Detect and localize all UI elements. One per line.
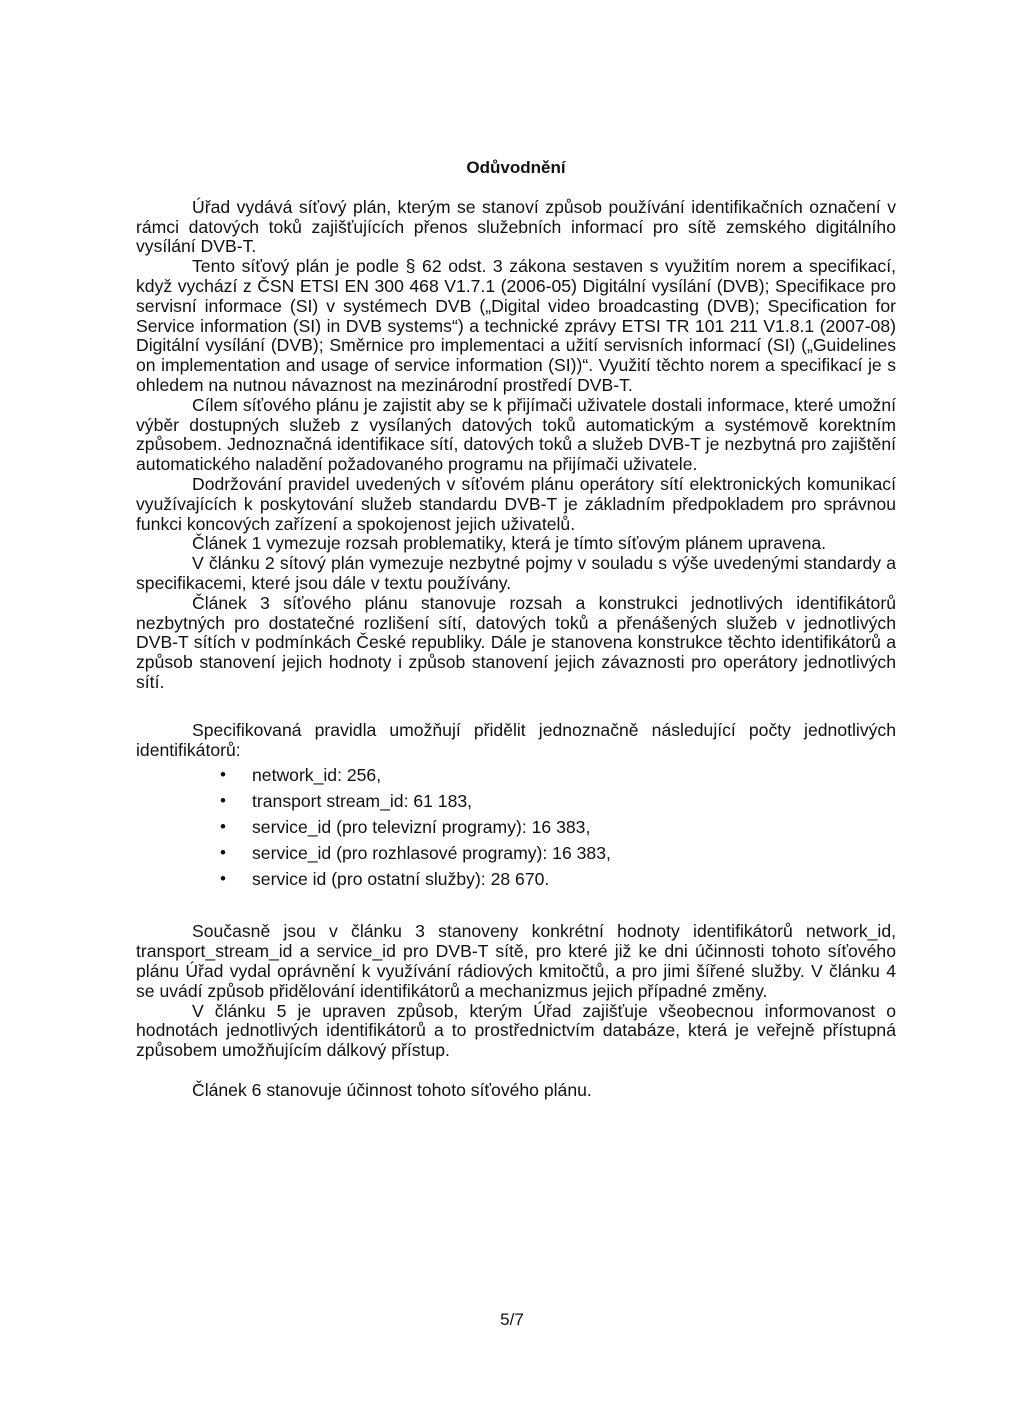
- paragraph-article-3: Článek 3 síťového plánu stanovuje rozsah a konstrukci jednotlivých identifikátorů nezbytných pro dostatečné rozlišení sítí, datových toků a přenášených služeb v jednotlivých DVB-T sítích v podmínkách České republiky. Dále je stanovena konstrukce těchto identifikátorů a způsob stanovení jejich hodnoty i způsob stanovení jejich závaznosti pro operátory jednotlivých sítí.: [136, 592, 896, 692]
- paragraph-article-1: Článek 1 vymezuje rozsah problematiky, která je tímto síťovým plánem upravena.: [192, 533, 827, 554]
- paragraph-article-6: Článek 6 stanovuje účinnost tohoto síťového plánu.: [192, 1079, 592, 1100]
- page-number: 5/7: [500, 1310, 524, 1329]
- paragraph-goal: Cílem síťového plánu je zajistit aby se k přijímači uživatele dostali informace, které umožní výběr dostupných služeb z vysílaných datových toků automatickým a systémově korektním způsobem. Jednoznačná identifikace sítí, datových toků a služeb DVB-T je nezbytná pro zajištění automatického naladění požadovaného programu na přijímači uživatele.: [136, 394, 896, 475]
- list-item: • transport stream_id: 61 183,: [136, 790, 896, 812]
- document-title: Odůvodnění: [466, 158, 566, 177]
- paragraph-standards: Tento síťový plán je podle § 62 odst. 3 zákona sestaven s využitím norem a specifikací, když vychází z ČSN ETSI EN 300 468 V1.7.1 (2006-05) Digitální vysílání (DVB); Specifikace pro servisní informace (SI) v systémech DVB („Digital video broadcasting (DVB); Specification for Service information (SI) in DVB systems“) a technické zprávy ETSI TR 101 211 V1.8.1 (2007-08) Digitální vysílání (DVB); Směrnice pro implementaci a užití servisních informací (SI) („Guidelines on implementation and usage of service information (SI))“. Využití těchto norem a specifikací je s ohledem na nutnou návaznost na mezinárodní prostředí DVB-T.: [136, 256, 896, 395]
- list-item: • service_id (pro televizní programy): 16 383,: [136, 816, 896, 838]
- document-page: [136, 158, 896, 1101]
- identifier-count-list: [136, 764, 896, 890]
- paragraph-compliance: Dodržování pravidel uvedených v síťovém plánu operátory sítí elektronických komunikací využívajících k poskytování služeb standardu DVB-T je základním předpokladem pro správnou funkci koncových zařízení a spokojenost jejich uživatelů.: [136, 473, 896, 534]
- paragraph-purpose: Úřad vydává síťový plán, kterým se stanoví způsob používání identifikačních označení v rámci datových toků zajišťujících přenos služebních informací pro sítě zemského digitálního vysílání DVB-T.: [136, 196, 896, 257]
- paragraph-list-intro: Specifikovaná pravidla umožňují přidělit jednoznačně následující počty jednotlivých identifikátorů:: [136, 719, 896, 760]
- paragraph-article-5: V článku 5 je upraven způsob, kterým Úřad zajišťuje všeobecnou informovanost o hodnotách jednotlivých identifikátorů a to prostřednictvím databáze, která je veřejně přístupná způsobem umožňujícím dálkový přístup.: [136, 1000, 896, 1061]
- list-item: • network_id: 256,: [136, 764, 896, 786]
- list-item: • service id (pro ostatní služby): 28 670.: [136, 868, 896, 890]
- spacer: [136, 693, 896, 721]
- spacer: [136, 1061, 896, 1081]
- list-item: • service_id (pro rozhlasové programy): 16 383,: [136, 842, 896, 864]
- paragraph-article-2: V článku 2 sítový plán vymezuje nezbytné pojmy v souladu s výše uvedenými standardy a specifikacemi, které jsou dále v textu používány.: [136, 553, 896, 593]
- paragraph-article-3-values: Současně jsou v článku 3 stanoveny konkrétní hodnoty identifikátorů network_id, transport_stream_id a service_id pro DVB-T sítě, pro které již ke dni účinnosti tohoto síťového plánu Úřad vydal oprávnění k využívání rádiových kmitočtů, a pro jimi šířené služby. V článku 4 se uvádí způsob přidělování identifikátorů a mechanizmus jejich případné změny.: [136, 921, 896, 1001]
- spacer: [136, 894, 896, 922]
